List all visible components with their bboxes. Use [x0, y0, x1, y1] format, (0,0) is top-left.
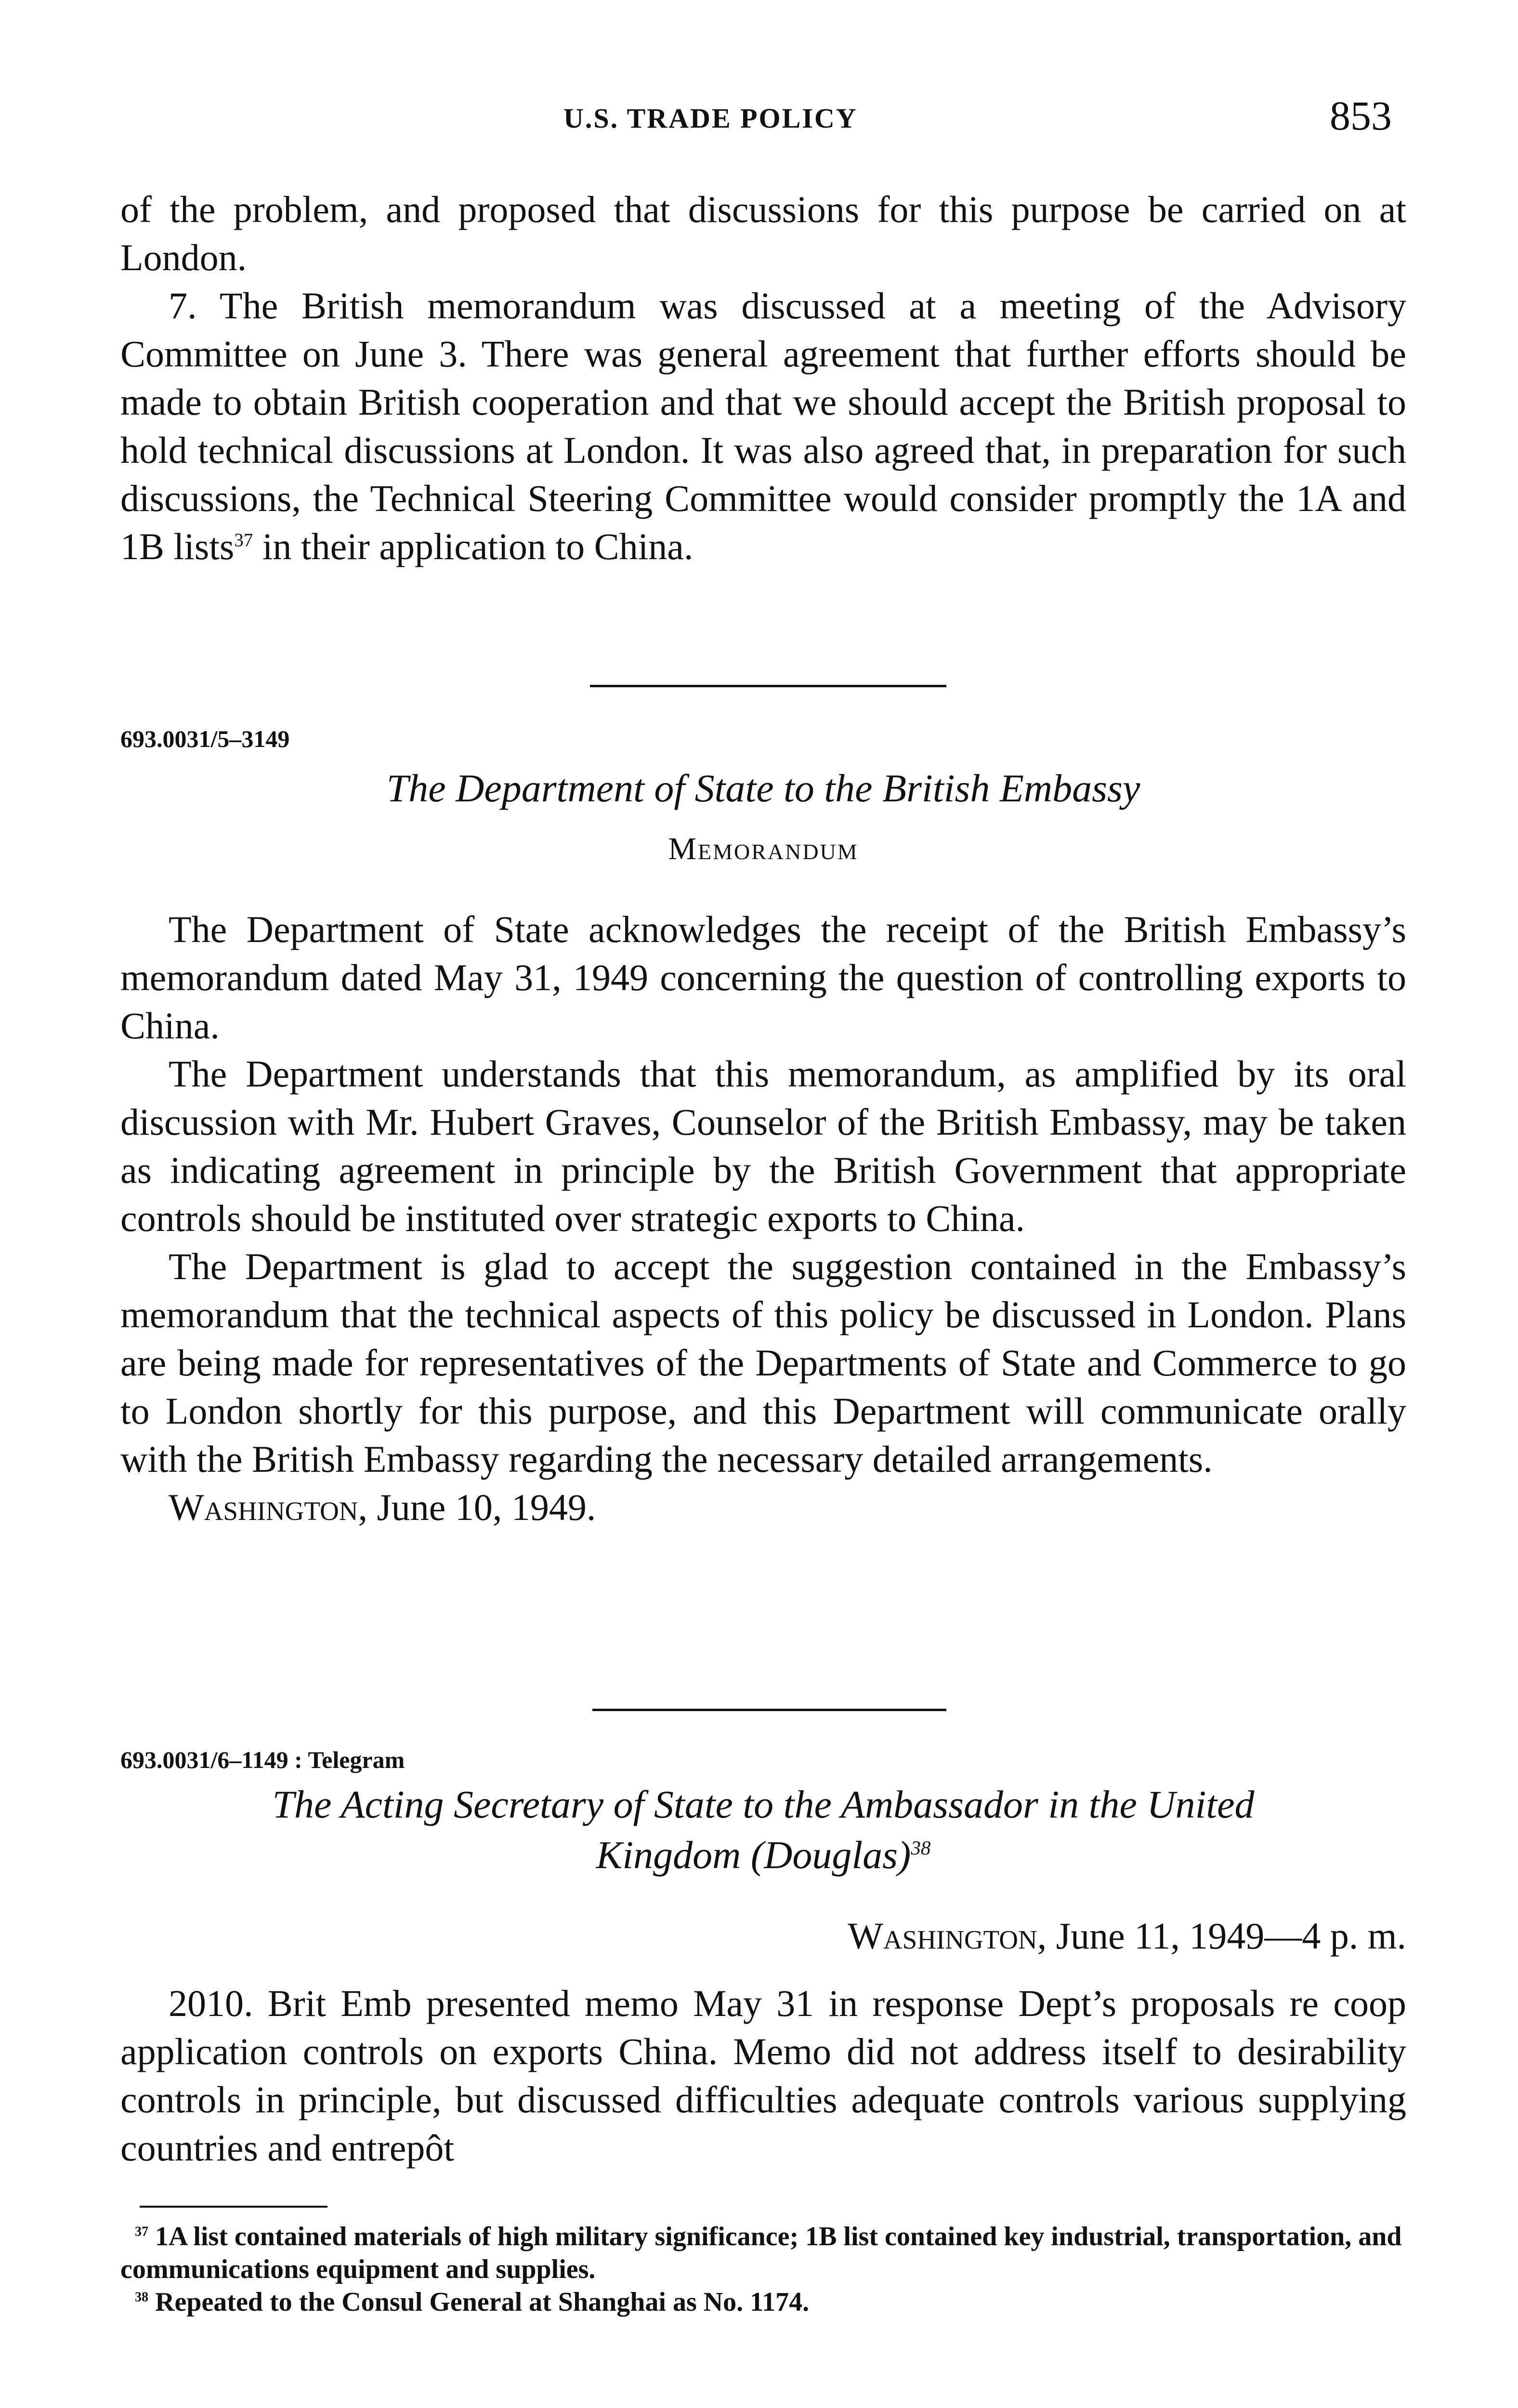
doc2-title-line2 [120, 1830, 1406, 1880]
running-title: U.S. TRADE POLICY [563, 103, 858, 134]
doc2-file-id: 693.0031/6–1149 : Telegram [120, 1746, 405, 1773]
running-head [0, 92, 1406, 144]
doc1-body [120, 905, 1406, 1531]
doc1-place: Washington [169, 1486, 358, 1528]
doc1-paragraph-2: The Department understands that this memorandum, as amplified by its oral discussion with Mr. Hubert Graves, Counselor of the British Embassy, may be taken as indicating agreement in principle by the British Government that appropriate controls should be instituted over strategic exports to China. [120, 1053, 1406, 1239]
section-divider-rule-2 [592, 1709, 946, 1711]
doc2-paragraph-1: 2010. Brit Emb presented memo May 31 in response Dept’s proposals re coop application controls on exports China. Memo did not address itself to desirability controls in principle, but discussed difficulties adequate controls various supplying countries and entrepôt [120, 1982, 1406, 2169]
footnote-37 [120, 2220, 1406, 2286]
footnote-ref-37: 37 [234, 530, 253, 550]
doc2-body [120, 1979, 1406, 2172]
footnote-38 [120, 2286, 1406, 2318]
paragraph-7-end: in their application to China. [253, 525, 694, 567]
doc1-title: The Department of State to the British Embassy [386, 766, 1140, 810]
section-divider-rule [590, 685, 946, 687]
footnote-38-text: Repeated to the Consul General at Shanghai as No. 1174. [155, 2287, 810, 2317]
footnotes [120, 2220, 1406, 2318]
doc1-paragraph-3: The Department is glad to accept the suggestion contained in the Embassy’s memorandum that the technical aspects of this policy be discussed in London. Plans are being made for representatives of the Departments of State and Commerce to go to London shortly for this purpose, and this Department will communicate orally with the British Embassy regarding the necessary detailed arrangements. [120, 1245, 1406, 1480]
doc1-file-id: 693.0031/5–3149 [120, 725, 290, 752]
footnote-ref-38: 38 [911, 1836, 931, 1859]
doc2-dateline [848, 1914, 1406, 1958]
footnote-rule [140, 2206, 327, 2208]
doc2-dateline-date: , June 11, 1949—4 p. m. [1037, 1915, 1406, 1957]
doc2-title-line1: The Acting Secretary of State to the Ambassador in the United [272, 1782, 1255, 1826]
footnote-37-text: 1A list contained materials of high military significance; 1B list contained key industrial, transportation, and communications equipment and supplies. [120, 2222, 1402, 2284]
paragraph-continued: of the problem, and proposed that discussions for this purpose be carried on at London. [120, 188, 1406, 278]
paragraph-7 [120, 282, 1406, 571]
paragraph-7-text: 7. The British memorandum was discussed at a meeting of the Advisory Committee on June 3. There was general agreement that further efforts should be made to obtain British cooperation and that we should accept the British proposal to hold technical discussions at London. It was also agreed that, in preparation for such discussions, the Technical Steering Committee would consider promptly the 1A and 1B lists [120, 285, 1406, 567]
doc1-signoff [120, 1483, 1406, 1531]
doc1-subtitle: Memorandum [668, 831, 859, 866]
doc2-dateline-place: Washington [848, 1915, 1037, 1957]
doc1-date: , June 10, 1949. [358, 1486, 596, 1528]
doc2-title-recipient: Kingdom (Douglas) [596, 1833, 911, 1877]
footnote-38-mark: 38 [135, 2290, 148, 2305]
page-number: 853 [1330, 92, 1392, 139]
footnote-37-mark: 37 [135, 2224, 148, 2239]
doc1-paragraph-1: The Department of State acknowledges the receipt of the British Embassy’s memorandum dated May 31, 1949 concerning the question of controlling exports to China. [120, 908, 1406, 1047]
section-continued-text [120, 185, 1406, 571]
